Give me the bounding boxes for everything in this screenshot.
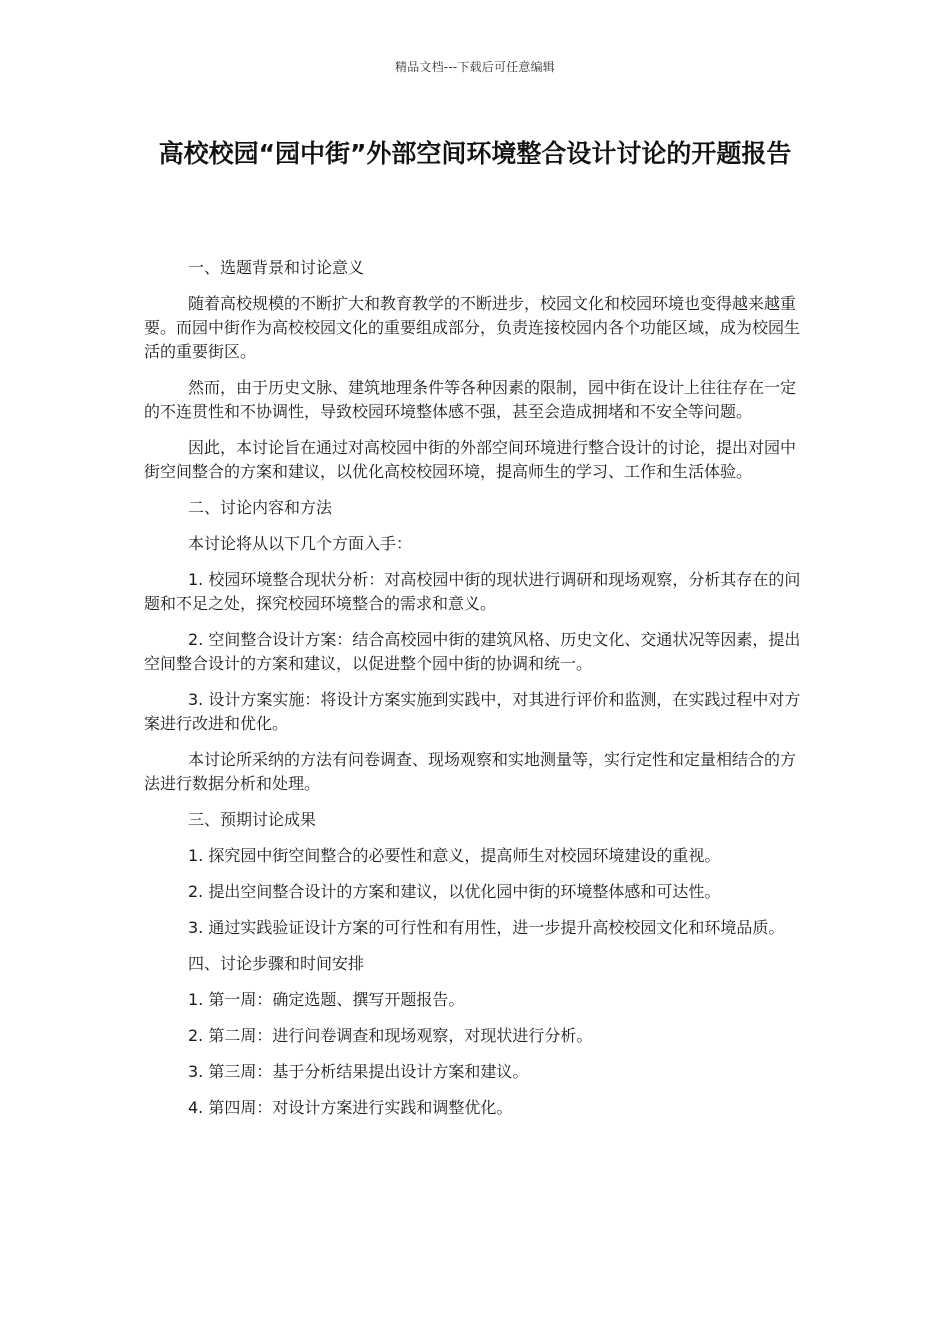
list-item: 3. 设计方案实施：将设计方案实施到实践中，对其进行评价和监测，在实践过程中对方案进行改进和优化。: [144, 690, 801, 733]
header-note: 精品文档---下载后可任意编辑: [395, 60, 555, 74]
paragraph: 本讨论将从以下几个方面入手：: [188, 534, 413, 553]
document-title: 高校校园“园中街”外部空间环境整合设计讨论的开题报告: [158, 139, 792, 168]
list-item: 1. 探究园中街空间整合的必要性和意义，提高师生对校园环境建设的重视。: [188, 846, 721, 865]
list-item: 2. 第二周：进行问卷调查和现场观察，对现状进行分析。: [188, 1026, 593, 1045]
list-item: 2. 提出空间整合设计的方案和建议，以优化园中街的环境整体感和可达性。: [188, 882, 721, 901]
section-heading: 一、选题背景和讨论意义: [188, 258, 365, 277]
paragraph: 因此，本讨论旨在通过对高校园中街的外部空间环境进行整合设计的讨论，提出对园中街空间整合的方案和建议，以优化高校校园环境，提高师生的学习、工作和生活体验。: [144, 438, 797, 481]
paragraph: 随着高校规模的不断扩大和教育教学的不断进步，校园文化和校园环境也变得越来越重要。而园中街作为高校校园文化的重要组成部分，负责连接校园内各个功能区域，成为校园生活的重要街区。: [144, 294, 801, 361]
document-body: [144, 256, 808, 1132]
list-item: 3. 第三周：基于分析结果提出设计方案和建议。: [188, 1062, 529, 1081]
paragraph: 本讨论所采纳的方法有问卷调查、现场观察和实地测量等，实行定性和定量相结合的方法进行数据分析和处理。: [144, 750, 797, 793]
section-heading: 二、讨论内容和方法: [188, 498, 333, 517]
list-item: 4. 第四周：对设计方案进行实践和调整优化。: [188, 1098, 513, 1117]
section-heading: 四、讨论步骤和时间安排: [188, 954, 365, 973]
section-heading: 三、预期讨论成果: [188, 810, 317, 829]
list-item: 1. 校园环境整合现状分析：对高校园中街的现状进行调研和现场观察，分析其存在的问题和不足之处，探究校园环境整合的需求和意义。: [144, 570, 801, 613]
list-item: 3. 通过实践验证设计方案的可行性和有用性，进一步提升高校校园文化和环境品质。: [188, 918, 785, 937]
list-item: 1. 第一周：确定选题、撰写开题报告。: [188, 990, 465, 1009]
paragraph: 然而，由于历史文脉、建筑地理条件等各种因素的限制，园中街在设计上往往存在一定的不连贯性和不协调性，导致校园环境整体感不强，甚至会造成拥堵和不安全等问题。: [144, 378, 797, 421]
list-item: 2. 空间整合设计方案：结合高校园中街的建筑风格、历史文化、交通状况等因素，提出空间整合设计的方案和建议，以促进整个园中街的协调和统一。: [144, 630, 801, 673]
